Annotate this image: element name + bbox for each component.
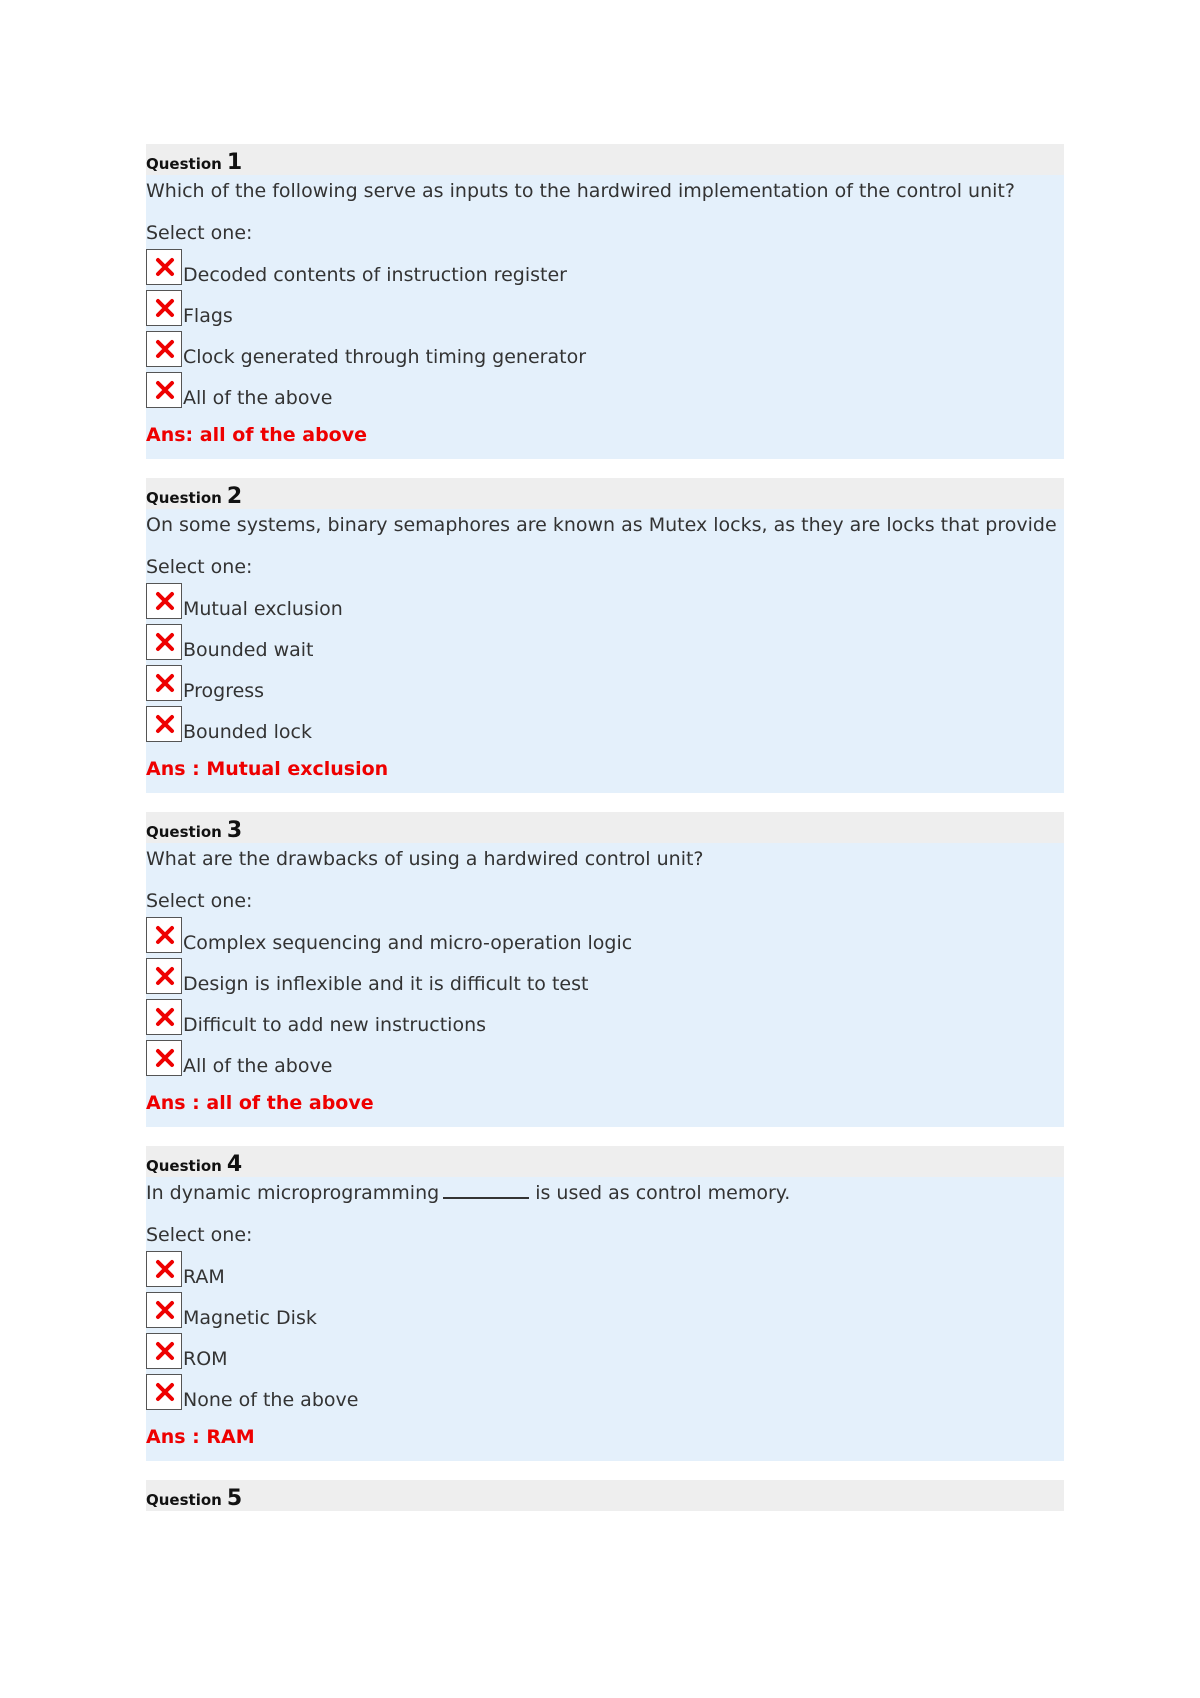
option-label: Bounded lock: [183, 721, 312, 743]
select-one-label: Select one:: [146, 890, 253, 912]
select-one-label: Select one:: [146, 222, 253, 244]
question-number: 1: [226, 150, 243, 175]
option-label: Difficult to add new instructions: [183, 1014, 487, 1036]
incorrect-x-icon: [146, 665, 182, 701]
option-label: ROM: [183, 1348, 228, 1370]
question-prompt: [146, 1179, 1064, 1209]
question-word: Question: [146, 823, 222, 841]
option-label: Bounded wait: [183, 639, 314, 661]
incorrect-x-icon: [146, 999, 182, 1035]
option-label: All of the above: [183, 1055, 333, 1077]
question-prompt: Which of the following serve as inputs to the hardwired implementation of the control unit?: [146, 180, 1015, 202]
quiz-page: [146, 144, 1064, 1530]
question-word: Question: [146, 155, 222, 173]
incorrect-x-icon: [146, 249, 182, 285]
option-item[interactable]: [146, 665, 1064, 706]
option-item[interactable]: [146, 706, 1064, 747]
question-header: [146, 478, 1064, 509]
question-number: 4: [226, 1152, 243, 1177]
question-body: [146, 843, 1064, 1127]
option-item[interactable]: [146, 999, 1064, 1040]
question-number: 5: [226, 1486, 243, 1511]
incorrect-x-icon: [146, 331, 182, 367]
option-item[interactable]: [146, 958, 1064, 999]
question-number: 3: [226, 818, 243, 843]
incorrect-x-icon: [146, 958, 182, 994]
option-item[interactable]: [146, 624, 1064, 665]
option-list: [146, 917, 1064, 1081]
option-item[interactable]: [146, 372, 1064, 413]
incorrect-x-icon: [146, 1374, 182, 1410]
option-item[interactable]: [146, 1292, 1064, 1333]
select-one-label: Select one:: [146, 556, 253, 578]
option-item[interactable]: [146, 583, 1064, 624]
prompt-after-blank: is used as control memory.: [535, 1182, 791, 1204]
incorrect-x-icon: [146, 1040, 182, 1076]
question-word: Question: [146, 489, 222, 507]
question-header: [146, 1146, 1064, 1177]
question-header: [146, 812, 1064, 843]
question-block-5: [146, 1480, 1064, 1511]
incorrect-x-icon: [146, 290, 182, 326]
answer-text: Ans: all of the above: [146, 424, 368, 446]
option-label: RAM: [183, 1266, 225, 1288]
fill-in-blank: [443, 1181, 529, 1199]
option-item[interactable]: [146, 290, 1064, 331]
question-header: [146, 144, 1064, 175]
question-body: [146, 509, 1064, 793]
answer-text: Ans : all of the above: [146, 1092, 374, 1114]
option-label: Decoded contents of instruction register: [183, 264, 567, 286]
question-word: Question: [146, 1491, 222, 1509]
option-list: [146, 1251, 1064, 1415]
option-label: Magnetic Disk: [183, 1307, 317, 1329]
option-label: Clock generated through timing generator: [183, 346, 587, 368]
option-label: None of the above: [183, 1389, 359, 1411]
question-body: [146, 175, 1064, 459]
question-block-3: [146, 812, 1064, 1127]
option-item[interactable]: [146, 917, 1064, 958]
question-block-1: [146, 144, 1064, 459]
select-one-label: Select one:: [146, 1224, 253, 1246]
option-item[interactable]: [146, 1040, 1064, 1081]
option-label: Mutual exclusion: [183, 598, 343, 620]
option-item[interactable]: [146, 1374, 1064, 1415]
incorrect-x-icon: [146, 706, 182, 742]
incorrect-x-icon: [146, 1333, 182, 1369]
question-block-2: [146, 478, 1064, 793]
question-block-4: [146, 1146, 1064, 1461]
option-label: Flags: [183, 305, 233, 327]
option-item[interactable]: [146, 1251, 1064, 1292]
incorrect-x-icon: [146, 583, 182, 619]
incorrect-x-icon: [146, 372, 182, 408]
prompt-before-blank: In dynamic microprogramming: [146, 1182, 440, 1204]
incorrect-x-icon: [146, 917, 182, 953]
option-label: Progress: [183, 680, 265, 702]
option-list: [146, 583, 1064, 747]
option-list: [146, 249, 1064, 413]
question-body: [146, 1177, 1064, 1461]
question-prompt: What are the drawbacks of using a hardwired control unit?: [146, 848, 704, 870]
incorrect-x-icon: [146, 1292, 182, 1328]
incorrect-x-icon: [146, 1251, 182, 1287]
question-header: [146, 1480, 1064, 1511]
option-label: Complex sequencing and micro-operation logic: [183, 932, 633, 954]
answer-text: Ans : Mutual exclusion: [146, 758, 389, 780]
option-item[interactable]: [146, 249, 1064, 290]
incorrect-x-icon: [146, 624, 182, 660]
question-number: 2: [226, 484, 243, 509]
answer-text: Ans : RAM: [146, 1426, 255, 1448]
option-item[interactable]: [146, 331, 1064, 372]
question-prompt: On some systems, binary semaphores are known as Mutex locks, as they are locks that provide: [146, 514, 1057, 536]
option-label: Design is inflexible and it is difficult to test: [183, 973, 589, 995]
question-word: Question: [146, 1157, 222, 1175]
option-label: All of the above: [183, 387, 333, 409]
option-item[interactable]: [146, 1333, 1064, 1374]
